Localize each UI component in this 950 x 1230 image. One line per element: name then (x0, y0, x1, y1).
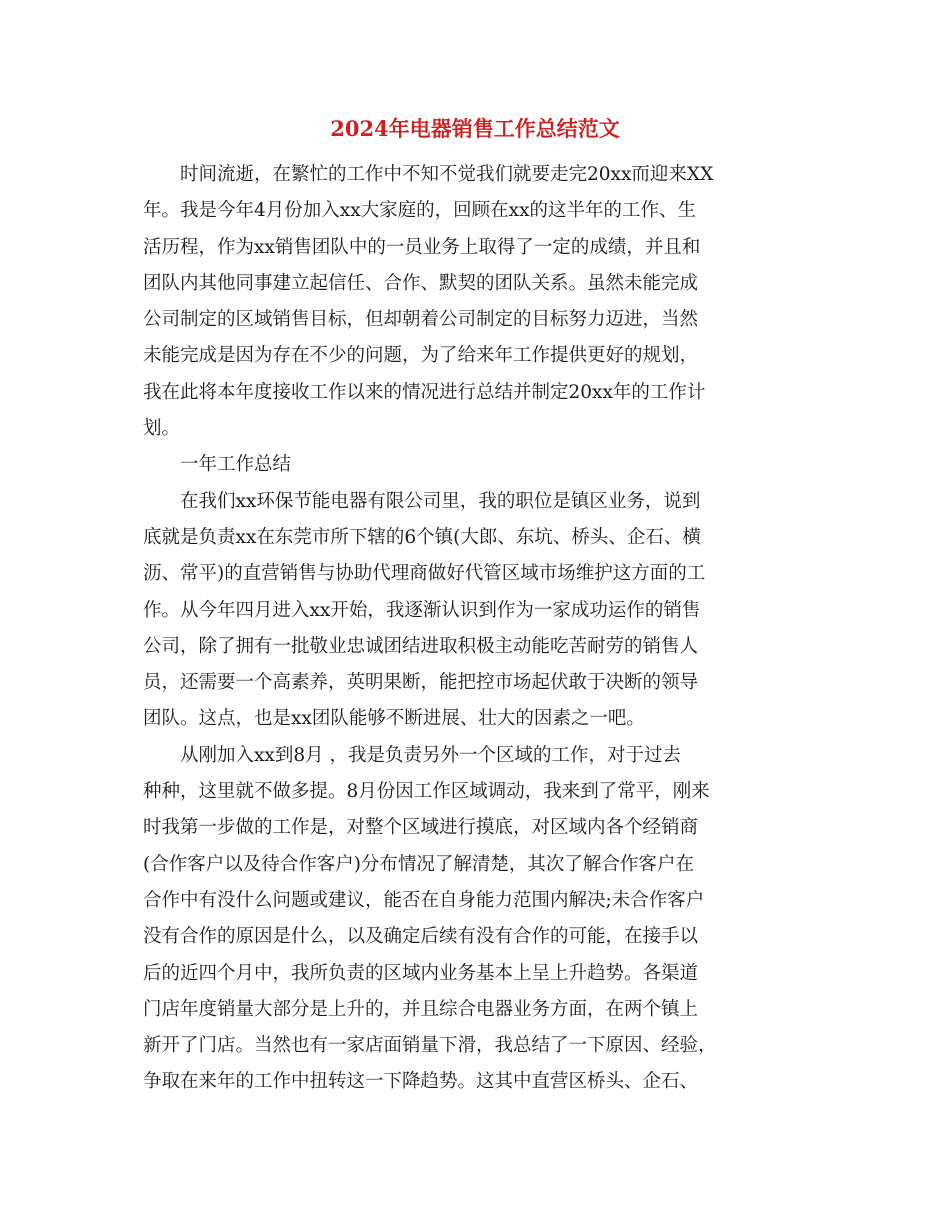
text-line: 我在此将本年度接收工作以来的情况进行总结并制定20xx年的工作计 (143, 381, 706, 403)
text-line: 从刚加入xx到8月 ，我是负责另外一个区域的工作，对于过去 (180, 744, 682, 766)
paragraph-position (143, 484, 813, 738)
text-line: 年。我是今年4月份加入xx大家庭的，回顾在xx的这半年的工作、生 (143, 200, 697, 222)
text-line: 作。从今年四月进入xx开始，我逐渐认识到作为一家成功运作的销售 (143, 599, 701, 621)
text-line: 沥、常平)的直营销售与协助代理商做好代管区域市场维护这方面的工 (143, 563, 706, 585)
text-line: 新开了门店。当然也有一家店面销量下滑，我总结了一下原因、经验， (143, 1035, 717, 1057)
text-line: 活历程，作为xx销售团队中的一员业务上取得了一定的成绩，并且和 (143, 236, 701, 258)
document-body (143, 157, 813, 1101)
text-line: 种种，这里就不做多提。8月份因工作区域调动，我来到了常平，刚来 (143, 781, 710, 803)
text-line: 团队。这点，也是xx团队能够不断进展、壮大的因素之一吧。 (143, 708, 645, 730)
text-line: 未能完成是因为存在不少的问题，为了给来年工作提供更好的规划， (143, 345, 699, 367)
text-line: 员，还需要一个高素养，英明果断，能把控市场起伏敢于决断的领导 (143, 672, 699, 694)
text-line: 团队内其他同事建立起信任、合作、默契的团队关系。虽然未能完成 (143, 272, 699, 294)
text-line: 在我们xx环保节能电器有限公司里，我的职位是镇区业务，说到 (180, 490, 701, 512)
text-line: 划。 (143, 418, 181, 440)
text-line: (合作客户以及待合作客户)分布情况了解清楚，其次了解合作客户在 (143, 853, 694, 875)
text-line: 公司制定的区域销售目标，但却朝着公司制定的目标努力迈进，当然 (143, 309, 699, 331)
paragraph-intro (143, 157, 813, 447)
text-line: 后的近四个月中，我所负责的区域内业务基本上呈上升趋势。各渠道 (143, 962, 699, 984)
section-heading (143, 447, 813, 483)
heading-line: 一年工作总结 (180, 454, 292, 476)
text-line: 时我第一步做的工作是，对整个区域进行摸底，对区域内各个经销商 (143, 817, 699, 839)
text-line: 争取在来年的工作中扭转这一下降趋势。这其中直营区桥头、企石、 (143, 1071, 699, 1093)
text-line: 合作中有没什么问题或建议，能否在自身能力范围内解决;未合作客户 (143, 889, 705, 911)
text-line: 时间流逝，在繁忙的工作中不知不觉我们就要走完20xx而迎来XX (180, 164, 714, 185)
paragraph-progress (143, 738, 813, 1101)
text-line: 公司，除了拥有一批敬业忠诚团结进取积极主动能吃苦耐劳的销售人 (143, 635, 699, 657)
text-line: 没有合作的原因是什么，以及确定后续有没有合作的可能，在接手以 (143, 926, 699, 948)
text-line: 底就是负责xx在东莞市所下辖的6个镇(大郎、东坑、桥头、企石、横 (143, 526, 701, 548)
text-line: 门店年度销量大部分是上升的，并且综合电器业务方面，在两个镇上 (143, 998, 699, 1020)
document-title: 2024年电器销售工作总结范文 (330, 116, 620, 141)
